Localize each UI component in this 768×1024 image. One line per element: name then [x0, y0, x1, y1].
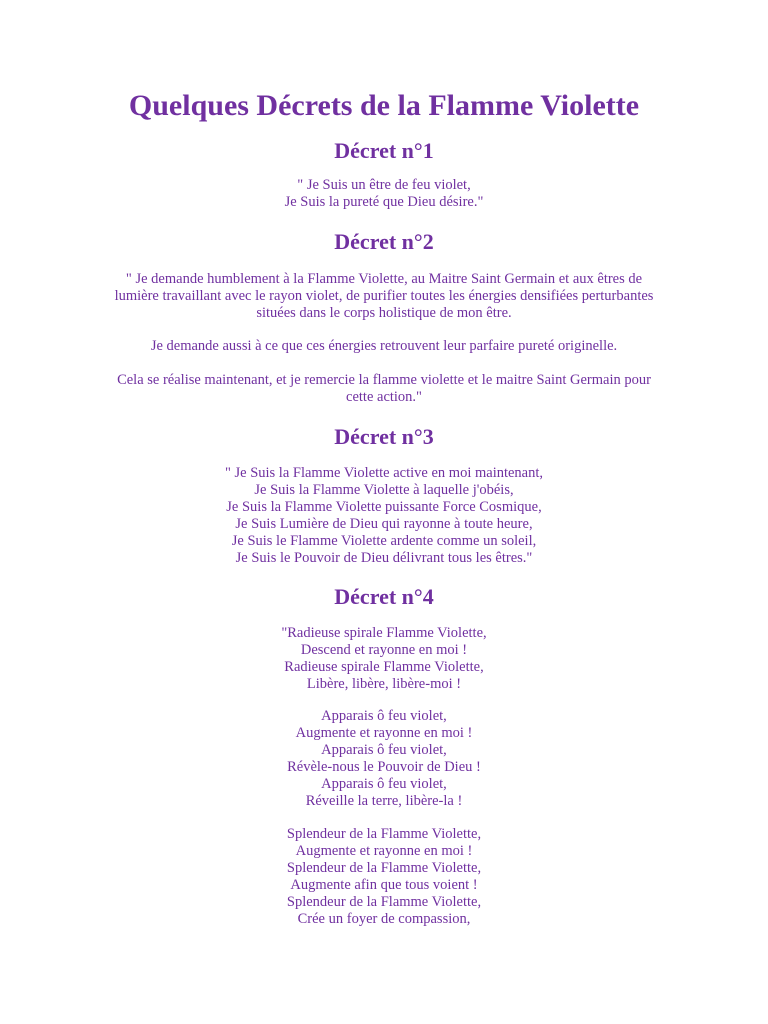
decret-3-stanza-1: [0, 465, 768, 567]
verse-line: Révèle-nous le Pouvoir de Dieu !: [287, 759, 481, 775]
decret-1-heading: Décret n°1: [334, 138, 434, 163]
verse-line: Augmente et rayonne en moi !: [295, 725, 473, 741]
paragraph-line: lumière travaillant avec le rayon violet, de purifier toutes les énergies densifiées perturbantes: [114, 288, 654, 304]
verse-line: Je Suis la pureté que Dieu désire.": [284, 194, 484, 210]
verse-line: Augmente et rayonne en moi !: [295, 843, 473, 859]
verse-line: Je Suis Lumière de Dieu qui rayonne à toute heure,: [235, 516, 533, 532]
verse-line: " Je Suis la Flamme Violette active en moi maintenant,: [224, 465, 544, 481]
paragraph-line: situées dans le corps holistique de mon être.: [256, 305, 512, 321]
verse-line: "Radieuse spirale Flamme Violette,: [281, 625, 487, 641]
verse-line: Apparais ô feu violet,: [321, 776, 447, 792]
decret-4-stanza-2: [0, 708, 768, 810]
verse-line: Splendeur de la Flamme Violette,: [286, 860, 482, 876]
paragraph-line: Cela se réalise maintenant, et je remercie la flamme violette et le maitre Saint Germain pour: [117, 372, 651, 388]
paragraph-line: " Je demande humblement à la Flamme Violette, au Maitre Saint Germain et aux êtres de: [125, 271, 643, 287]
verse-line: Descend et rayonne en moi !: [300, 642, 468, 658]
decret-4-stanza-1: [0, 625, 768, 693]
page-title: Quelques Décrets de la Flamme Violette: [128, 89, 640, 122]
decret-2-heading: Décret n°2: [334, 229, 434, 254]
decret-2-paragraph-3: [0, 372, 768, 406]
verse-line: Je Suis le Pouvoir de Dieu délivrant tous les êtres.": [235, 550, 533, 566]
verse-line: Apparais ô feu violet,: [321, 708, 447, 724]
verse-line: Crée un foyer de compassion,: [297, 911, 471, 927]
decret-2-paragraph-2: [0, 338, 768, 355]
verse-line: " Je Suis un être de feu violet,: [297, 177, 471, 193]
decret-1-stanza-1: [0, 177, 768, 211]
paragraph-line: cette action.": [346, 389, 422, 405]
verse-line: Réveille la terre, libère-la !: [305, 793, 463, 809]
verse-line: Je Suis la Flamme Violette à laquelle j'obéis,: [254, 482, 514, 498]
decret-2-paragraph-1: [0, 271, 768, 322]
verse-line: Je Suis la Flamme Violette puissante Force Cosmique,: [226, 499, 542, 515]
verse-line: Libère, libère, libère-moi !: [306, 676, 462, 692]
verse-line: Je Suis le Flamme Violette ardente comme un soleil,: [231, 533, 537, 549]
paragraph-line: Je demande aussi à ce que ces énergies retrouvent leur parfaire pureté originelle.: [150, 338, 618, 354]
verse-line: Radieuse spirale Flamme Violette,: [284, 659, 484, 675]
verse-line: Splendeur de la Flamme Violette,: [286, 826, 482, 842]
decret-4-heading: Décret n°4: [334, 584, 434, 609]
verse-line: Augmente afin que tous voient !: [290, 877, 478, 893]
decret-3-heading: Décret n°3: [334, 424, 434, 449]
decret-4-stanza-3: [0, 826, 768, 928]
verse-line: Apparais ô feu violet,: [321, 742, 447, 758]
verse-line: Splendeur de la Flamme Violette,: [286, 894, 482, 910]
